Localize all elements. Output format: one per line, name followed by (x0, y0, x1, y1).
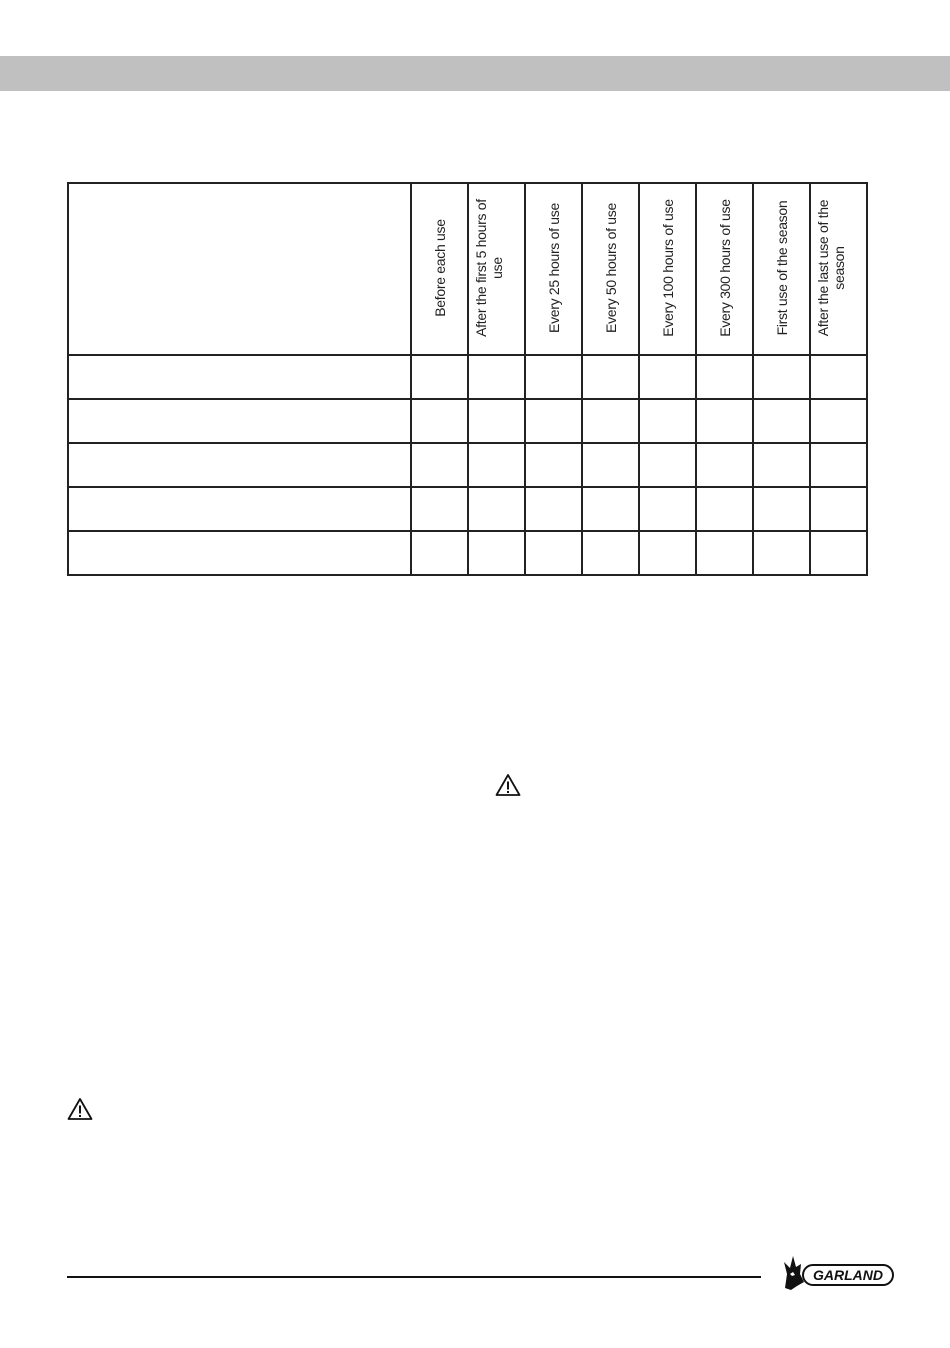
schedule-cell (753, 399, 810, 443)
schedule-cell (639, 355, 696, 399)
column-header-label: After the first 5 hours of use (472, 199, 505, 337)
schedule-cell (753, 531, 810, 575)
column-header (753, 183, 810, 355)
schedule-cell (810, 355, 867, 399)
schedule-cell (525, 443, 582, 487)
schedule-cell (696, 355, 753, 399)
schedule-cell (810, 443, 867, 487)
schedule-cell (639, 487, 696, 531)
schedule-cell (525, 531, 582, 575)
schedule-cell (525, 399, 582, 443)
schedule-cell (582, 531, 639, 575)
schedule-cell (468, 531, 525, 575)
schedule-cell (411, 487, 468, 531)
task-cell (68, 443, 411, 487)
table-row (68, 399, 867, 443)
warning-triangle-icon (67, 1097, 93, 1121)
table-header-row (68, 183, 867, 355)
schedule-cell (411, 355, 468, 399)
column-header (639, 183, 696, 355)
schedule-cell (696, 399, 753, 443)
column-header-label: Every 300 hours of use (716, 199, 733, 337)
column-header-label: First use of the season (773, 200, 790, 336)
table-row (68, 531, 867, 575)
schedule-cell (468, 487, 525, 531)
table-row (68, 355, 867, 399)
column-header (696, 183, 753, 355)
column-header (582, 183, 639, 355)
column-header (468, 183, 525, 355)
schedule-cell (525, 487, 582, 531)
schedule-cell (639, 531, 696, 575)
header-band (0, 56, 950, 91)
maintenance-table (67, 182, 868, 576)
column-header-label: Every 100 hours of use (659, 199, 676, 337)
column-header (411, 183, 468, 355)
schedule-cell (696, 487, 753, 531)
task-cell (68, 355, 411, 399)
schedule-cell (468, 399, 525, 443)
schedule-cell (810, 399, 867, 443)
schedule-cell (810, 487, 867, 531)
column-header-label: Every 25 hours of use (545, 203, 562, 333)
schedule-cell (696, 531, 753, 575)
schedule-cell (582, 399, 639, 443)
warning-triangle-icon (495, 773, 521, 797)
schedule-cell (582, 355, 639, 399)
schedule-cell (753, 487, 810, 531)
schedule-cell (753, 443, 810, 487)
schedule-cell (411, 443, 468, 487)
table-row (68, 443, 867, 487)
table-body (68, 355, 867, 575)
schedule-cell (810, 531, 867, 575)
schedule-cell (753, 355, 810, 399)
column-header-label: After the last use of the season (814, 199, 847, 337)
maintenance-table-wrapper (67, 182, 868, 576)
table-row (68, 487, 867, 531)
schedule-cell (468, 443, 525, 487)
column-header (810, 183, 867, 355)
schedule-cell (639, 443, 696, 487)
footer-rule (67, 1276, 761, 1278)
column-header (525, 183, 582, 355)
schedule-cell (525, 355, 582, 399)
column-header-label: Every 50 hours of use (602, 203, 619, 333)
column-header-label: Before each use (431, 219, 448, 317)
schedule-cell (582, 487, 639, 531)
schedule-cell (468, 355, 525, 399)
task-cell (68, 531, 411, 575)
task-cell (68, 487, 411, 531)
garland-logo (781, 1252, 897, 1292)
schedule-cell (582, 443, 639, 487)
task-cell (68, 399, 411, 443)
schedule-cell (639, 399, 696, 443)
schedule-cell (696, 443, 753, 487)
table-corner-cell (68, 183, 411, 355)
schedule-cell (411, 531, 468, 575)
logo-text: GARLAND (813, 1267, 883, 1283)
schedule-cell (411, 399, 468, 443)
